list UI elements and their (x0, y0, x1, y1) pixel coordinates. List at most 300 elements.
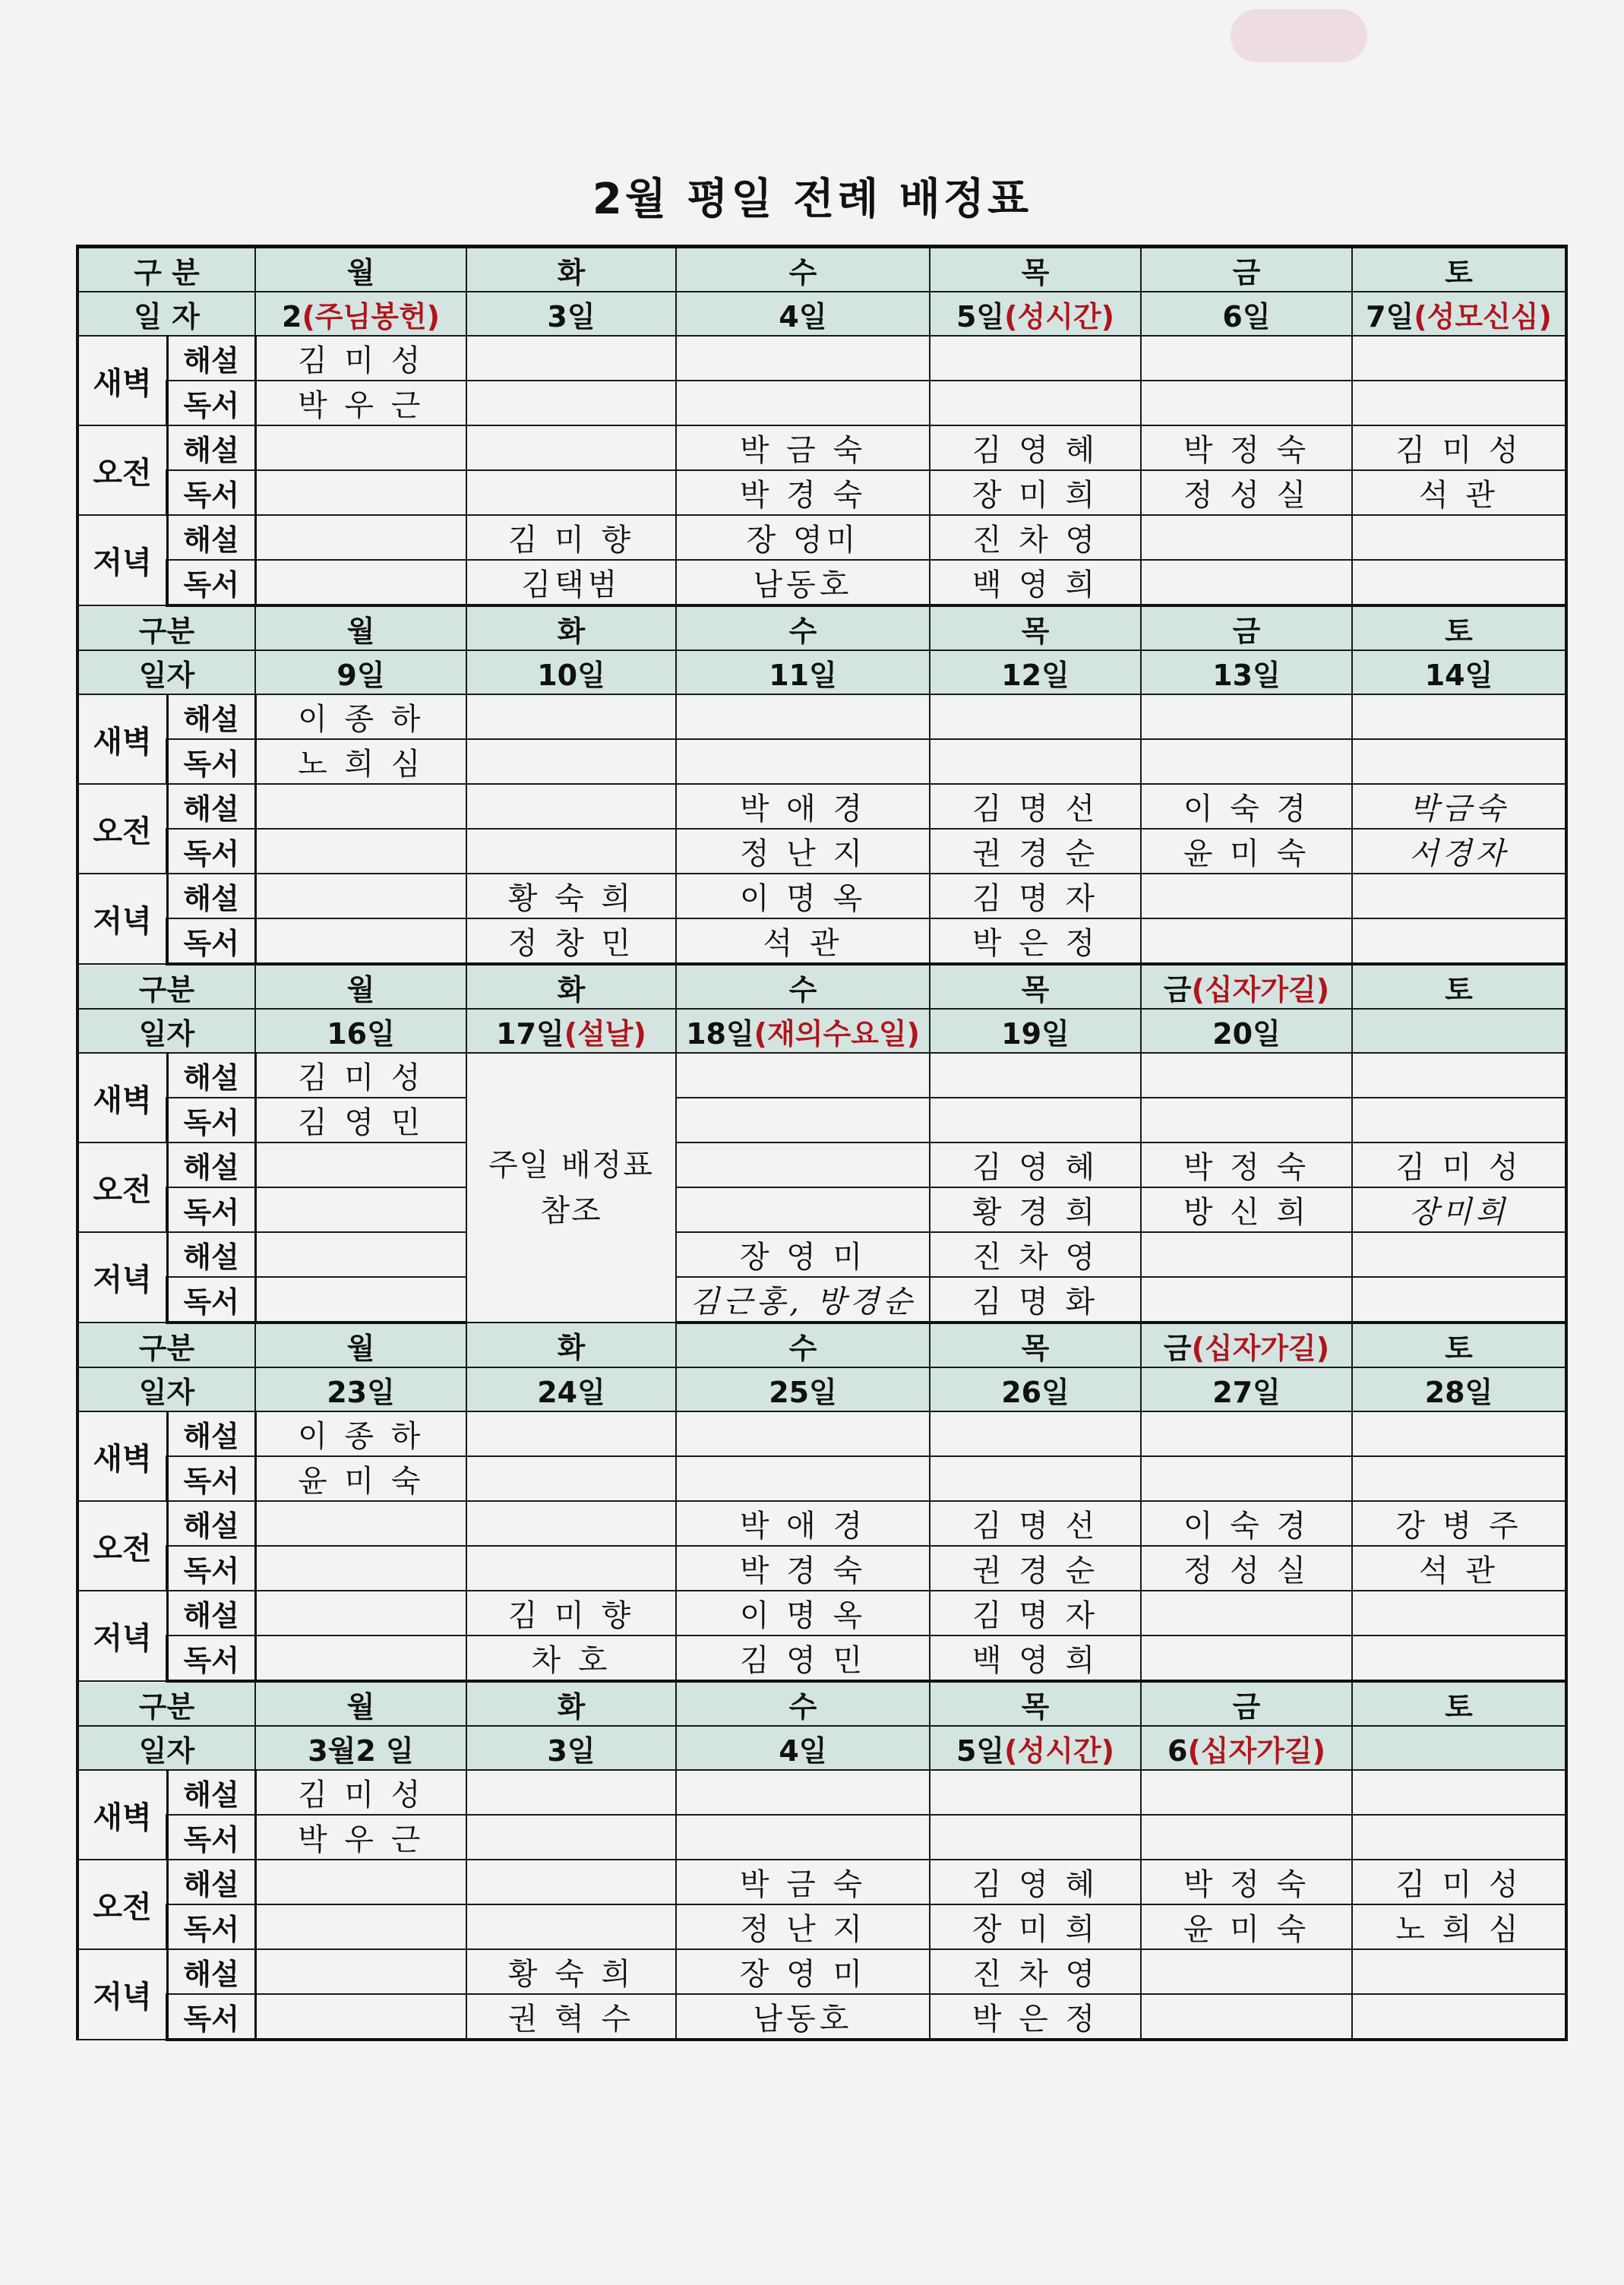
name-cell (1352, 874, 1566, 918)
date-label: 19일 (1001, 1016, 1070, 1051)
weekday-cell (930, 1323, 1141, 1367)
assignment-row (77, 1142, 1566, 1187)
name-cell (466, 560, 676, 605)
period-text: 오전 (93, 1531, 152, 1566)
assignee-name: 박금숙 (1409, 792, 1509, 826)
name-cell (930, 1142, 1141, 1187)
name-cell (255, 1770, 466, 1815)
name-cell (676, 1904, 930, 1949)
weekday-cell (466, 605, 676, 650)
name-cell (676, 1277, 930, 1323)
name-cell (255, 874, 466, 918)
weekday-label: 월 (346, 255, 375, 289)
weekday-cell (930, 1681, 1141, 1726)
name-cell (930, 1053, 1141, 1098)
date-cell (930, 1009, 1141, 1053)
name-cell (676, 694, 930, 739)
name-cell (676, 1636, 930, 1681)
date-label: 20일 (1212, 1016, 1281, 1051)
role-label (167, 1591, 255, 1636)
name-cell (255, 1949, 466, 1994)
role-text: 해설 (183, 1958, 239, 1991)
date-cell (1141, 1367, 1352, 1411)
weekday-label: 금 (1232, 1689, 1261, 1724)
name-cell (930, 336, 1141, 381)
assignee-name: 김 영 혜 (972, 1867, 1099, 1902)
assignee-name: 김 영 혜 (972, 1150, 1099, 1185)
name-cell (930, 1411, 1141, 1456)
assignment-row (77, 1815, 1566, 1860)
date-label: 28일 (1424, 1375, 1493, 1409)
date-cell (255, 292, 466, 336)
assignment-row (77, 1949, 1566, 1994)
weekday-label: 토 (1445, 255, 1473, 289)
name-cell (255, 1456, 466, 1501)
name-cell (255, 1098, 466, 1142)
assignee-name: 윤 미 숙 (1183, 1912, 1310, 1947)
name-cell (676, 515, 930, 560)
assignee-name: 장 영미 (746, 523, 860, 558)
assignment-row (77, 1187, 1566, 1232)
role-label (167, 739, 255, 784)
name-cell (255, 739, 466, 784)
role-label (167, 1142, 255, 1187)
weekday-cell (930, 964, 1141, 1009)
role-text: 독서 (183, 479, 239, 512)
name-cell (255, 1142, 466, 1187)
assignee-name: 박 금 숙 (739, 433, 867, 468)
role-label (167, 1994, 255, 2040)
name-cell (466, 829, 676, 874)
name-cell (676, 1501, 930, 1546)
name-cell (255, 1860, 466, 1904)
name-cell (676, 1770, 930, 1815)
role-label (167, 1546, 255, 1591)
assignee-name: 권 혁 수 (507, 2002, 635, 2037)
role-label (167, 1053, 255, 1098)
schedule-table (76, 245, 1568, 2041)
assignee-name: 박 금 숙 (739, 1867, 867, 1902)
assignee-name: 백 영 희 (972, 1643, 1099, 1678)
name-cell (930, 1994, 1141, 2040)
assignee-name: 이 숙 경 (1183, 1509, 1310, 1544)
assignment-row (77, 829, 1566, 874)
date-note: (재의수요일) (754, 1016, 920, 1051)
name-cell (466, 336, 676, 381)
name-cell (255, 1501, 466, 1546)
weekday-cell (1141, 1323, 1352, 1367)
period-label (77, 874, 167, 964)
weekday-cell (1352, 964, 1566, 1009)
assignee-name: 서경자 (1409, 836, 1509, 871)
weekday-cell (1352, 247, 1566, 292)
date-cell (255, 1726, 466, 1770)
weekday-cell (466, 1323, 676, 1367)
role-label (167, 1456, 255, 1501)
name-cell (930, 515, 1141, 560)
name-cell (676, 1098, 930, 1142)
date-label: 2 (281, 299, 302, 333)
name-cell (1141, 470, 1352, 515)
date-header-row (77, 1009, 1566, 1053)
date-label: 5일 (956, 299, 1005, 333)
assignee-name: 김 명 화 (972, 1285, 1099, 1319)
name-cell (1141, 1591, 1352, 1636)
role-text: 해설 (183, 1151, 239, 1184)
period-label (77, 336, 167, 425)
name-cell (676, 560, 930, 605)
date-label: 27일 (1212, 1375, 1281, 1409)
name-cell (930, 1277, 1141, 1323)
ilja-label (77, 650, 255, 694)
date-header-row (77, 650, 1566, 694)
date-cell (255, 650, 466, 694)
name-cell (466, 1994, 676, 2040)
gubun-label (77, 605, 255, 650)
assignee-name: 김 명 선 (972, 1509, 1099, 1544)
name-cell (1352, 1187, 1566, 1232)
assignee-name: 정 난 지 (739, 836, 867, 871)
assignment-row (77, 1636, 1566, 1681)
role-text: 독서 (183, 837, 239, 871)
period-text: 새벽 (93, 1441, 152, 1477)
assignee-name: 석 관 (1419, 1553, 1499, 1588)
assignee-name: 김 영 혜 (972, 433, 1099, 468)
name-cell (466, 1949, 676, 1994)
weekday-cell (676, 1681, 930, 1726)
period-label (77, 1411, 167, 1501)
date-cell (676, 1009, 930, 1053)
weekday-label: 월 (346, 1689, 375, 1724)
date-cell (930, 1367, 1141, 1411)
name-cell (1352, 1232, 1566, 1277)
name-cell (930, 1636, 1141, 1681)
weekday-cell (930, 247, 1141, 292)
role-text: 독서 (183, 1913, 239, 1946)
corner-stamp-mark (1231, 9, 1367, 62)
date-note: (주님봉헌) (302, 299, 441, 333)
name-cell (466, 470, 676, 515)
date-label: 18일 (686, 1016, 754, 1051)
ilja-text: 일자 (138, 1016, 195, 1051)
role-text: 해설 (183, 1778, 239, 1812)
assignee-name: 석 관 (1419, 478, 1499, 513)
name-cell (930, 1904, 1141, 1949)
date-label: 6 (1167, 1734, 1188, 1768)
assignee-name: 이 숙 경 (1183, 792, 1310, 826)
weekday-label: 월 (346, 1331, 375, 1365)
page-title: 2월 평일 전례 배정표 (592, 175, 1032, 224)
name-cell (930, 1815, 1141, 1860)
assignee-name: 장 미 희 (972, 478, 1099, 513)
name-cell (676, 918, 930, 964)
weekday-label: 화 (557, 614, 586, 648)
date-cell (255, 1009, 466, 1053)
name-cell (1352, 1860, 1566, 1904)
assignment-row (77, 1232, 1566, 1277)
name-cell (1352, 1770, 1566, 1815)
date-label: 6일 (1222, 299, 1271, 333)
weekday-header-row (77, 605, 1566, 650)
role-label (167, 694, 255, 739)
name-cell (930, 560, 1141, 605)
gubun-label (77, 964, 255, 1009)
date-note: (성시간) (1004, 1734, 1114, 1768)
role-text: 해설 (183, 523, 239, 557)
assignee-name: 김 미 성 (1395, 433, 1522, 468)
date-header-row (77, 1367, 1566, 1411)
name-cell (676, 1456, 930, 1501)
weekday-cell (466, 1681, 676, 1726)
date-note: (십자가길) (1187, 1734, 1326, 1768)
period-text: 저녁 (93, 1980, 152, 2015)
period-label (77, 784, 167, 874)
name-cell (930, 381, 1141, 425)
ilja-text: 일자 (138, 658, 195, 692)
assignment-row (77, 470, 1566, 515)
name-cell (466, 1636, 676, 1681)
assignee-name: 권 경 순 (972, 1553, 1099, 1588)
date-cell (1352, 292, 1566, 336)
weekday-label: 월 (346, 972, 375, 1007)
role-text: 해설 (183, 1509, 239, 1543)
role-label (167, 1949, 255, 1994)
name-cell (255, 381, 466, 425)
period-label (77, 1053, 167, 1142)
date-label: 10일 (537, 658, 605, 692)
name-cell (255, 1232, 466, 1277)
name-cell (676, 1411, 930, 1456)
role-label (167, 1501, 255, 1546)
period-label (77, 425, 167, 515)
weekday-label: 수 (788, 972, 817, 1007)
name-cell (1141, 381, 1352, 425)
name-cell (255, 694, 466, 739)
weekday-label: 목 (1021, 255, 1050, 289)
period-text: 새벽 (93, 365, 152, 401)
name-cell (1141, 1277, 1352, 1323)
weekday-label: 토 (1445, 1331, 1473, 1365)
assignment-row (77, 1456, 1566, 1501)
assignee-name: 김 명 자 (972, 1598, 1099, 1633)
period-label (77, 694, 167, 784)
weekday-cell (255, 1323, 466, 1367)
name-cell (1352, 784, 1566, 829)
assignee-name: 박 경 숙 (739, 478, 867, 513)
weekday-label: 토 (1445, 972, 1473, 1007)
assignment-row (77, 1860, 1566, 1904)
weekday-cell (676, 605, 930, 650)
role-label (167, 1770, 255, 1815)
role-label (167, 1636, 255, 1681)
name-cell (930, 1546, 1141, 1591)
assignment-row (77, 918, 1566, 964)
assignment-row (77, 336, 1566, 381)
name-cell (255, 1546, 466, 1591)
period-text: 오전 (93, 1172, 152, 1208)
name-cell (255, 1994, 466, 2040)
assignment-row (77, 560, 1566, 605)
period-label (77, 1232, 167, 1323)
assignee-name: 김택범 (521, 567, 621, 602)
role-label (167, 1187, 255, 1232)
date-label: 25일 (769, 1375, 837, 1409)
name-cell (1141, 515, 1352, 560)
role-label (167, 515, 255, 560)
name-cell (255, 515, 466, 560)
name-cell (676, 1232, 930, 1277)
assignee-name: 박 애 경 (739, 1509, 867, 1544)
date-cell (930, 292, 1141, 336)
name-cell (1352, 829, 1566, 874)
weekday-cell (255, 605, 466, 650)
name-cell (1141, 1994, 1352, 2040)
date-label: 3일 (547, 299, 596, 333)
name-cell (466, 515, 676, 560)
period-text: 저녁 (93, 1263, 152, 1297)
weekday-label: 화 (557, 255, 586, 289)
role-text: 해설 (183, 882, 239, 915)
name-cell (1141, 784, 1352, 829)
assignment-row (77, 1546, 1566, 1591)
role-label (167, 425, 255, 470)
weekday-cell (1141, 247, 1352, 292)
weekday-cell (676, 964, 930, 1009)
name-cell (676, 1546, 930, 1591)
period-text: 저녁 (93, 1621, 152, 1656)
date-cell (1352, 1367, 1566, 1411)
date-label: 4일 (779, 1734, 827, 1768)
role-label (167, 336, 255, 381)
name-cell (676, 425, 930, 470)
date-header-row (77, 292, 1566, 336)
name-cell (676, 739, 930, 784)
name-cell (1141, 829, 1352, 874)
assignee-name: 이 명 옥 (739, 1598, 867, 1633)
weekday-label: 금 (1232, 255, 1261, 289)
assignment-row (77, 381, 1566, 425)
name-cell (676, 470, 930, 515)
name-cell (466, 425, 676, 470)
name-cell (255, 336, 466, 381)
name-cell (1141, 1949, 1352, 1994)
weekday-cell (1352, 1681, 1566, 1726)
period-label (77, 1949, 167, 2040)
date-cell (1141, 1726, 1352, 1770)
name-cell (676, 1815, 930, 1860)
assignee-name: 김 미 성 (1395, 1867, 1522, 1902)
weekday-label: 월 (346, 614, 375, 648)
weekday-note: (십자가길) (1191, 1331, 1330, 1365)
assignee-name: 강 병 주 (1395, 1509, 1522, 1544)
assignee-name: 김 미 성 (298, 1778, 425, 1813)
role-label (167, 470, 255, 515)
name-cell (1141, 1636, 1352, 1681)
role-text: 독서 (183, 1644, 239, 1677)
date-label: 11일 (769, 658, 837, 692)
name-cell (930, 1949, 1141, 1994)
weekday-cell (255, 1681, 466, 1726)
weekday-cell (676, 1323, 930, 1367)
date-note: (성모신심) (1414, 299, 1552, 333)
date-cell (930, 650, 1141, 694)
date-cell (255, 1367, 466, 1411)
name-cell (1352, 560, 1566, 605)
name-cell (1141, 1187, 1352, 1232)
assignment-row (77, 1053, 1566, 1098)
ilja-label (77, 292, 255, 336)
name-cell (930, 1770, 1141, 1815)
date-note: (설날) (564, 1016, 646, 1051)
period-text: 새벽 (93, 1800, 152, 1835)
date-cell (466, 650, 676, 694)
weekday-cell (466, 247, 676, 292)
date-cell (1352, 650, 1566, 694)
assignee-name: 장 미 희 (972, 1912, 1099, 1947)
name-cell (676, 1053, 930, 1098)
weekday-label: 수 (788, 614, 817, 648)
date-label: 9일 (336, 658, 385, 692)
role-text: 해설 (183, 1599, 239, 1632)
date-cell (466, 1009, 676, 1053)
name-cell (1352, 1142, 1566, 1187)
ilja-text: 일자 (138, 1734, 195, 1768)
role-text: 독서 (183, 389, 239, 422)
assignee-name: 윤 미 숙 (298, 1464, 425, 1499)
date-cell (1141, 650, 1352, 694)
assignee-name: 남동호 (753, 567, 853, 602)
name-cell (255, 560, 466, 605)
period-label (77, 1770, 167, 1860)
name-cell (1352, 1904, 1566, 1949)
weekday-label: 목 (1021, 1331, 1050, 1365)
role-label (167, 784, 255, 829)
name-cell (930, 1591, 1141, 1636)
assignee-name: 이 명 옥 (739, 881, 867, 916)
sunday-schedule-note (466, 1053, 676, 1323)
name-cell (1352, 470, 1566, 515)
assignee-name: 박 애 경 (739, 792, 867, 826)
name-cell (1141, 1053, 1352, 1098)
weekday-cell (255, 964, 466, 1009)
name-cell (1352, 1636, 1566, 1681)
name-cell (1141, 1232, 1352, 1277)
name-cell (930, 918, 1141, 964)
assignee-name: 백 영 희 (972, 567, 1099, 602)
name-cell (466, 918, 676, 964)
name-cell (466, 1904, 676, 1949)
assignee-name: 이 종 하 (298, 1419, 425, 1454)
ilja-text: 일자 (138, 1375, 195, 1409)
period-text: 오전 (93, 1889, 152, 1925)
gubun-text: 구분 (138, 1331, 195, 1365)
assignee-name: 노 희 심 (1395, 1912, 1522, 1947)
weekday-cell (255, 247, 466, 292)
weekday-label: 금 (1232, 614, 1261, 648)
name-cell (930, 1098, 1141, 1142)
role-label (167, 1860, 255, 1904)
name-cell (1141, 1770, 1352, 1815)
assignment-row (77, 874, 1566, 918)
assignee-name: 김 미 향 (507, 523, 635, 558)
weekday-cell (1352, 1323, 1566, 1367)
name-cell (1141, 1546, 1352, 1591)
date-label: 16일 (327, 1016, 395, 1051)
date-cell (1352, 1726, 1566, 1770)
name-cell (1141, 874, 1352, 918)
date-cell (1141, 1009, 1352, 1053)
name-cell (466, 1501, 676, 1546)
